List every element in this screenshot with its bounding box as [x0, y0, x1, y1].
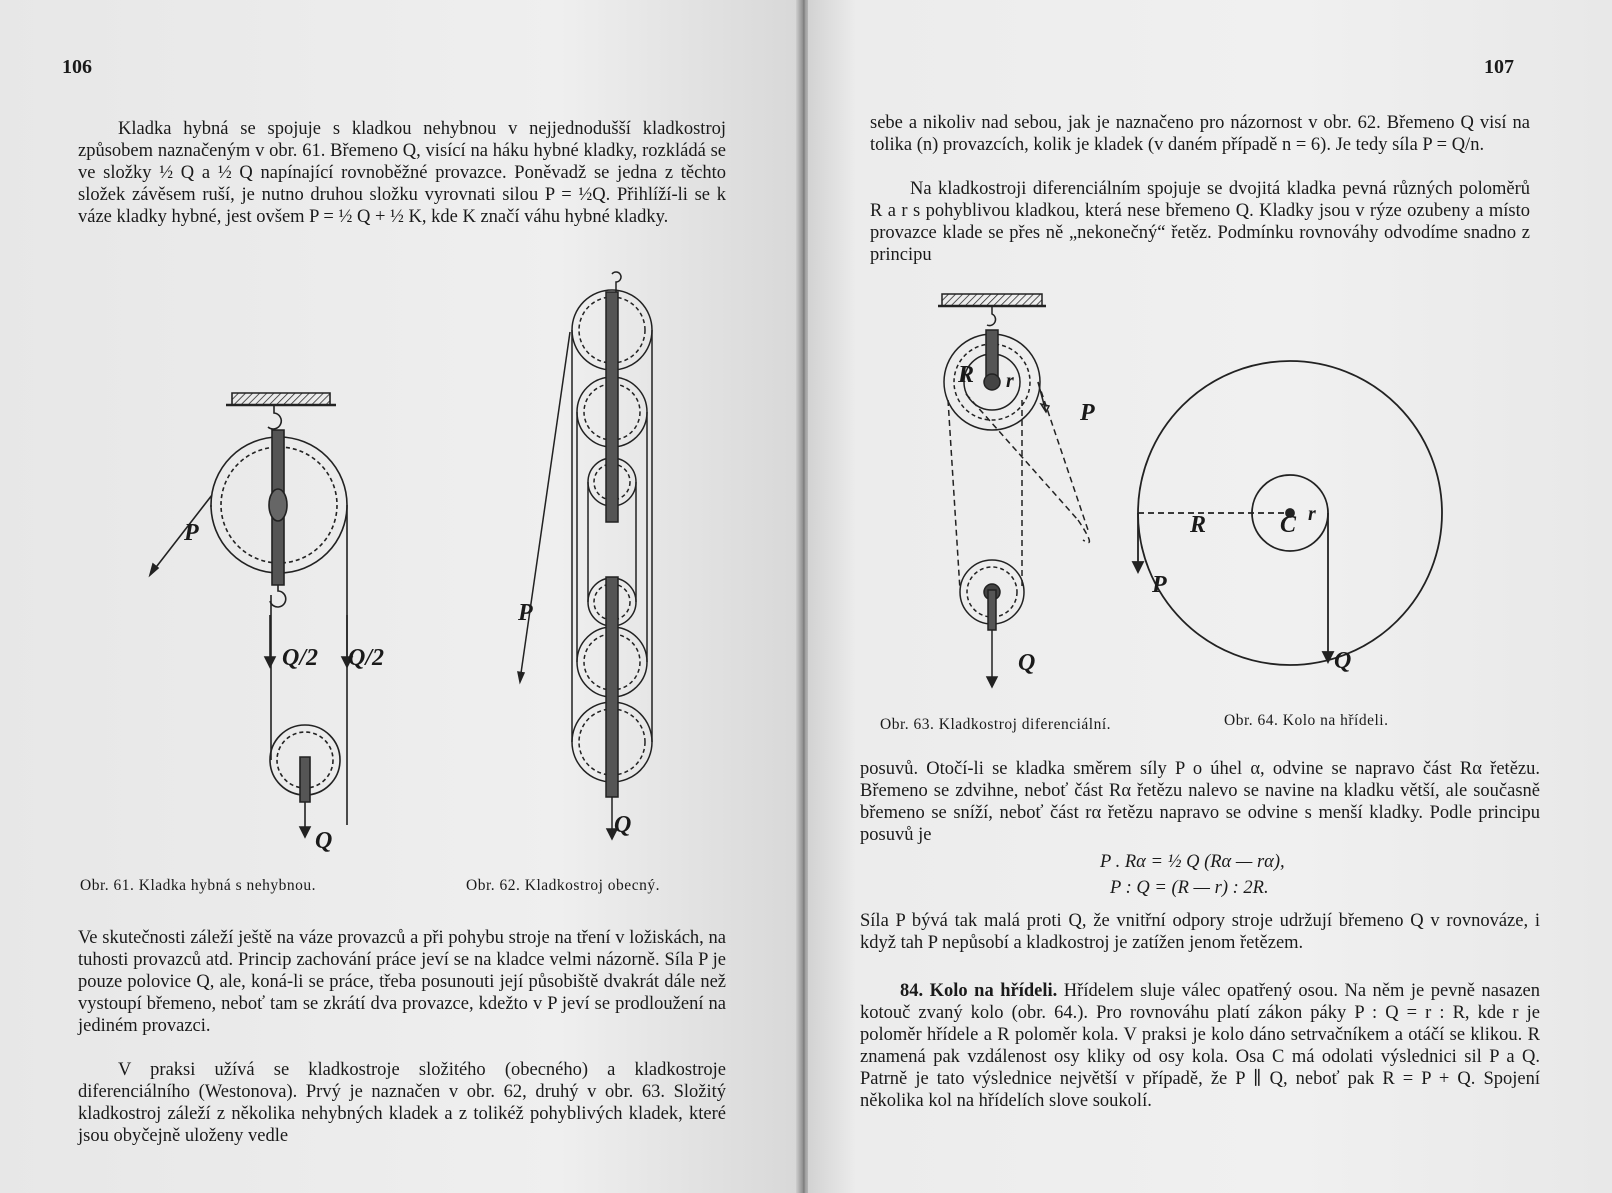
fig64-label-r: r — [1308, 503, 1316, 525]
right-paragraph-4: Síla P bývá tak malá proti Q, že vnitřní odpory stroje udržují břemeno Q v rovnováze, i když tah P nepůsobí a kladkostroj je zatížen jenom řetězem. — [860, 911, 1540, 953]
fig63-label-Q: Q — [1018, 650, 1036, 676]
fig61-label-P: P — [184, 520, 199, 546]
left-page — [0, 0, 800, 1193]
right-paragraph-5: Hřídelem sluje válec opatřený osou. Na něm je pevně nasazen kotouč zvaný kolo (obr. 64.). Pro rovnováhu platí zákon páky P : Q = r : R, kde r je poloměr hřídele a R poloměr kola. V praksi je kolo dáno setrvačníkem a otáčí se klikou. R znamená pak vzdálenost osy kliky od osy kola. Osa C má odolati výslednici sil P a Q. Patrně je tato výslednice největší v případě, že P ∥ Q, neboť pak R = P + Q. Spojení několika kol na hřídelích slove soukolí. — [860, 981, 1540, 1111]
fig63-label-R: R — [958, 362, 975, 388]
figure-62 — [520, 272, 670, 862]
equation-2: P : Q = (R — r) : 2R. — [1110, 878, 1269, 898]
section-heading-84: 84. Kolo na hřídeli. — [900, 981, 1058, 1001]
equation-1: P . Rα = ½ Q (Rα — rα), — [1100, 852, 1285, 872]
fig64-label-C: C — [1280, 512, 1297, 538]
left-paragraph-2: Ve skutečnosti záleží ještě na váze provazců a při pohybu stroje na tření v ložiskách, na tuhosti provazců atd. Princip zachování práce jeví se na kladce velmi názorně. Síla P je pouze polovice Q, ale, koná-li se práce, třeba posunouti její působiště dvakrát dále než vystoupí břemeno, neboť tam se zkrátí dva provazce, kdežto v P jeví se prodloužení na jediném provazci. — [78, 928, 726, 1036]
figure-61 — [140, 385, 370, 855]
fig61-label-Q2-right: Q/2 — [348, 645, 384, 671]
fig64-label-R: R — [1190, 512, 1207, 538]
fig64-label-P: P — [1152, 572, 1167, 598]
left-paragraph-1: Kladka hybná se spojuje s kladkou nehybnou v nejjednodušší kladkostroj způsobem naznačeným v obr. 61. Břemeno Q, visící na háku hybné kladky, rozkládá se ve složky ½ Q a ½ Q napínající rovnoběžné provazce. Poněvadž se jedna z těchto složek závěsem ruší, je nutno druhou složku vyrovnati silou P = ½Q. Přihlíží-li se k váze kladky hybné, jest ovšem P = ½ Q + ½ K, kde K značí váhu hybné kladky. — [78, 119, 726, 227]
right-paragraph-3: posuvů. Otočí-li se kladka směrem síly P o úhel α, odvine se napravo část Rα řetězu. Břemeno se zdvihne, neboť část Rα řetězu nalevo se navine na kladku větší, ale současně břemeno se sníží, neboť část rα řetězu napravo se odvine s menší kladky. Podle principu posuvů je — [860, 759, 1540, 845]
caption-fig-64: Obr. 64. Kolo na hřídeli. — [1224, 712, 1389, 729]
right-paragraph-1: sebe a nikoliv nad sebou, jak je naznačeno pro názornost v obr. 62. Břemeno Q visí na tolika (n) provazcích, kolik je kladek (v daném případě n = 6). Je tedy síla P = Q/n. — [870, 113, 1530, 155]
fig63-label-P: P — [1080, 400, 1095, 426]
caption-fig-63: Obr. 63. Kladkostroj diferenciální. — [880, 716, 1112, 733]
right-section-84 — [860, 980, 1540, 1112]
fig64-label-Q: Q — [1334, 648, 1352, 674]
fig62-label-Q: Q — [614, 812, 632, 838]
page-number-right: 107 — [1484, 56, 1514, 78]
fig61-label-Q: Q — [315, 828, 333, 854]
caption-fig-61: Obr. 61. Kladka hybná s nehybnou. — [80, 877, 317, 894]
figure-63 — [938, 290, 1118, 700]
right-paragraph-2: Na kladkostroji diferenciálním spojuje se dvojitá kladka pevná různých poloměrů R a r s pohyblivou kladkou, která nese břemeno Q. Kladky jsou v rýze ozubeny a místo provazce klade se přes ně „nekonečný“ řetěz. Podmínku rovnováhy odvodíme snadno z principu — [870, 179, 1530, 265]
caption-fig-62: Obr. 62. Kladkostroj obecný. — [466, 877, 660, 894]
fig61-label-Q2-left: Q/2 — [282, 645, 318, 671]
fig62-label-P: P — [518, 600, 533, 626]
fig63-label-r: r — [1006, 370, 1014, 392]
page-number-left: 106 — [62, 56, 92, 78]
left-paragraph-3: V praksi užívá se kladkostroje složitého (obecného) a kladkostroje diferenciálního (Westonova). Prvý je naznačen v obr. 62, druhý v obr. 63. Složitý kladkostroj záleží z několika nehybných kladek a z tolikéž pohyblivých kladek, které jsou obyčejně uloženy vedle — [78, 1060, 726, 1146]
right-page — [808, 0, 1612, 1193]
